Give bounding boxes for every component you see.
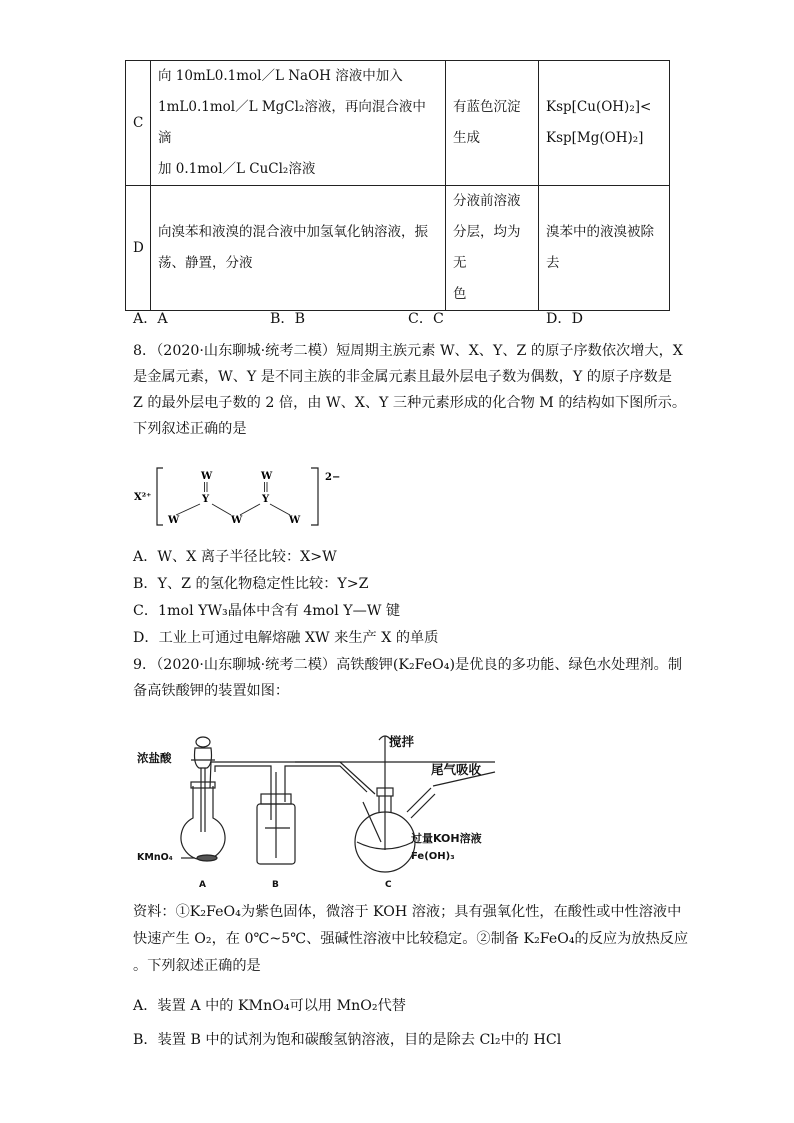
conclusion-cell (539, 186, 670, 311)
option-a[interactable]: A．A (133, 311, 168, 327)
kmno4-label: KMnO₄ (137, 852, 173, 863)
q8-option-c[interactable]: C．1mol YW₃晶体中含有 4mol Y—W 键 (133, 603, 401, 619)
q8-option-a[interactable]: A．W、X 离子半径比较：X>W (133, 549, 337, 565)
q9-option-b[interactable]: B．装置 B 中的试剂为饱和碳酸氢钠溶液，目的是除去 Cl₂中的 HCl (133, 1032, 562, 1048)
atom-w: W (201, 471, 213, 482)
q9-stem-line: 备高铁酸钾的装置如图： (133, 683, 290, 699)
atom-y: Y (202, 494, 210, 505)
q9-info-line: 快速产生 O₂，在 0℃~5℃、强碱性溶液中比较稳定。②制备 K₂FeO₄的反应为放热反应 (133, 931, 689, 947)
label-a: A (199, 880, 206, 890)
funnel-stopper (196, 737, 210, 747)
apparatus-diagram (135, 732, 515, 892)
bonds (176, 482, 290, 515)
atom-y: Y (262, 494, 270, 505)
q8-stem-line: 下列叙述正确的是 (133, 421, 247, 437)
label-c: C (385, 880, 392, 890)
conclusion-cell (539, 61, 670, 186)
label-b: B (272, 880, 279, 890)
operation-line: 向溴苯和液溴的混合液中加氢氧化钠溶液，振 (158, 224, 428, 240)
option-c[interactable]: C．C (408, 311, 444, 327)
atom-w: W (168, 515, 180, 526)
q8-stem-line: 8．（2020·山东聊城·统考二模）短周期主族元素 W、X、Y、Z 的原子序数依次增大，X (133, 343, 683, 359)
option-b[interactable]: B．B (270, 311, 306, 327)
cation-label: X²⁺ (134, 492, 152, 503)
koh-label: 过量KOH溶液 (411, 832, 482, 845)
operation-line: 荡、静置，分液 (158, 255, 253, 271)
table-row (126, 61, 670, 186)
dropping-funnel (195, 748, 212, 768)
q8-stem-line: Z 的最外层电子数的 2 倍，由 W、X、Y 三种元素形成的化合物 M 的结构如下图所示。 (133, 395, 687, 411)
tail-gas-label: 尾气吸收 (431, 762, 482, 777)
phenomenon-line: 生成 (453, 130, 480, 146)
phenomenon-cell (446, 186, 539, 311)
kmno4-solid (197, 855, 217, 861)
phenomenon-line: 有蓝色沉淀 (453, 99, 521, 115)
atom-w: W (231, 515, 243, 526)
flask-a (181, 786, 225, 860)
phenomenon-cell (446, 61, 539, 186)
atom-w: W (261, 471, 273, 482)
table-row (126, 186, 670, 311)
structure-diagram (130, 462, 350, 532)
operation-line: 向 10mL0.1mol／L NaOH 溶液中加入 (158, 68, 403, 84)
operation-line: 1mL0.1mol／L MgCl₂溶液，再向混合液中滴 (158, 99, 426, 146)
operation-cell (151, 61, 446, 186)
q9-info-line: 资料：①K₂FeO₄为紫色固体，微溶于 KOH 溶液；具有强氧化性，在酸性或中性溶液中 (133, 904, 682, 920)
left-bracket (157, 468, 163, 525)
row-label: D (126, 186, 151, 311)
q8-option-b[interactable]: B．Y、Z 的氢化物稳定性比较：Y>Z (133, 576, 369, 592)
right-bracket (311, 468, 318, 525)
charge-label: 2− (325, 472, 341, 483)
q9-stem-line: 9．（2020·山东聊城·统考二模）高铁酸钾(K₂FeO₄)是优良的多功能、绿色水处理剂。制 (133, 657, 683, 673)
operation-cell (151, 186, 446, 311)
q9-info-line: 。下列叙述正确的是 (133, 958, 261, 974)
atom-w: W (289, 515, 301, 526)
conclusion-line: Ksp[Mg(OH)₂] (546, 130, 644, 146)
phenomenon-line: 分层，均为无 (453, 224, 521, 271)
phenomenon-line: 分液前溶液 (453, 193, 521, 209)
q7-options (133, 308, 653, 328)
q8-stem-line: 是金属元素，W、Y 是不同主族的非金属元素且最外层电子数为偶数，Y 的原子序数是 (133, 369, 672, 385)
conclusion-line: 去 (546, 255, 560, 271)
row-label: C (126, 61, 151, 186)
q8-option-d[interactable]: D．工业上可通过电解熔融 XW 来生产 X 的单质 (133, 630, 439, 646)
acid-label: 浓盐酸 (137, 751, 172, 765)
option-d[interactable]: D．D (546, 311, 583, 327)
stir-label: 搅拌 (389, 734, 415, 749)
experiment-table (125, 60, 670, 311)
feoh-label: Fe(OH)₃ (411, 851, 455, 862)
conclusion-line: 溴苯中的液溴被除 (546, 224, 654, 240)
q9-option-a[interactable]: A．装置 A 中的 KMnO₄可以用 MnO₂代替 (133, 998, 406, 1014)
conclusion-line: Ksp[Cu(OH)₂]< (546, 99, 652, 115)
operation-line: 加 0.1mol／L CuCl₂溶液 (158, 161, 316, 177)
phenomenon-line: 色 (453, 286, 467, 302)
